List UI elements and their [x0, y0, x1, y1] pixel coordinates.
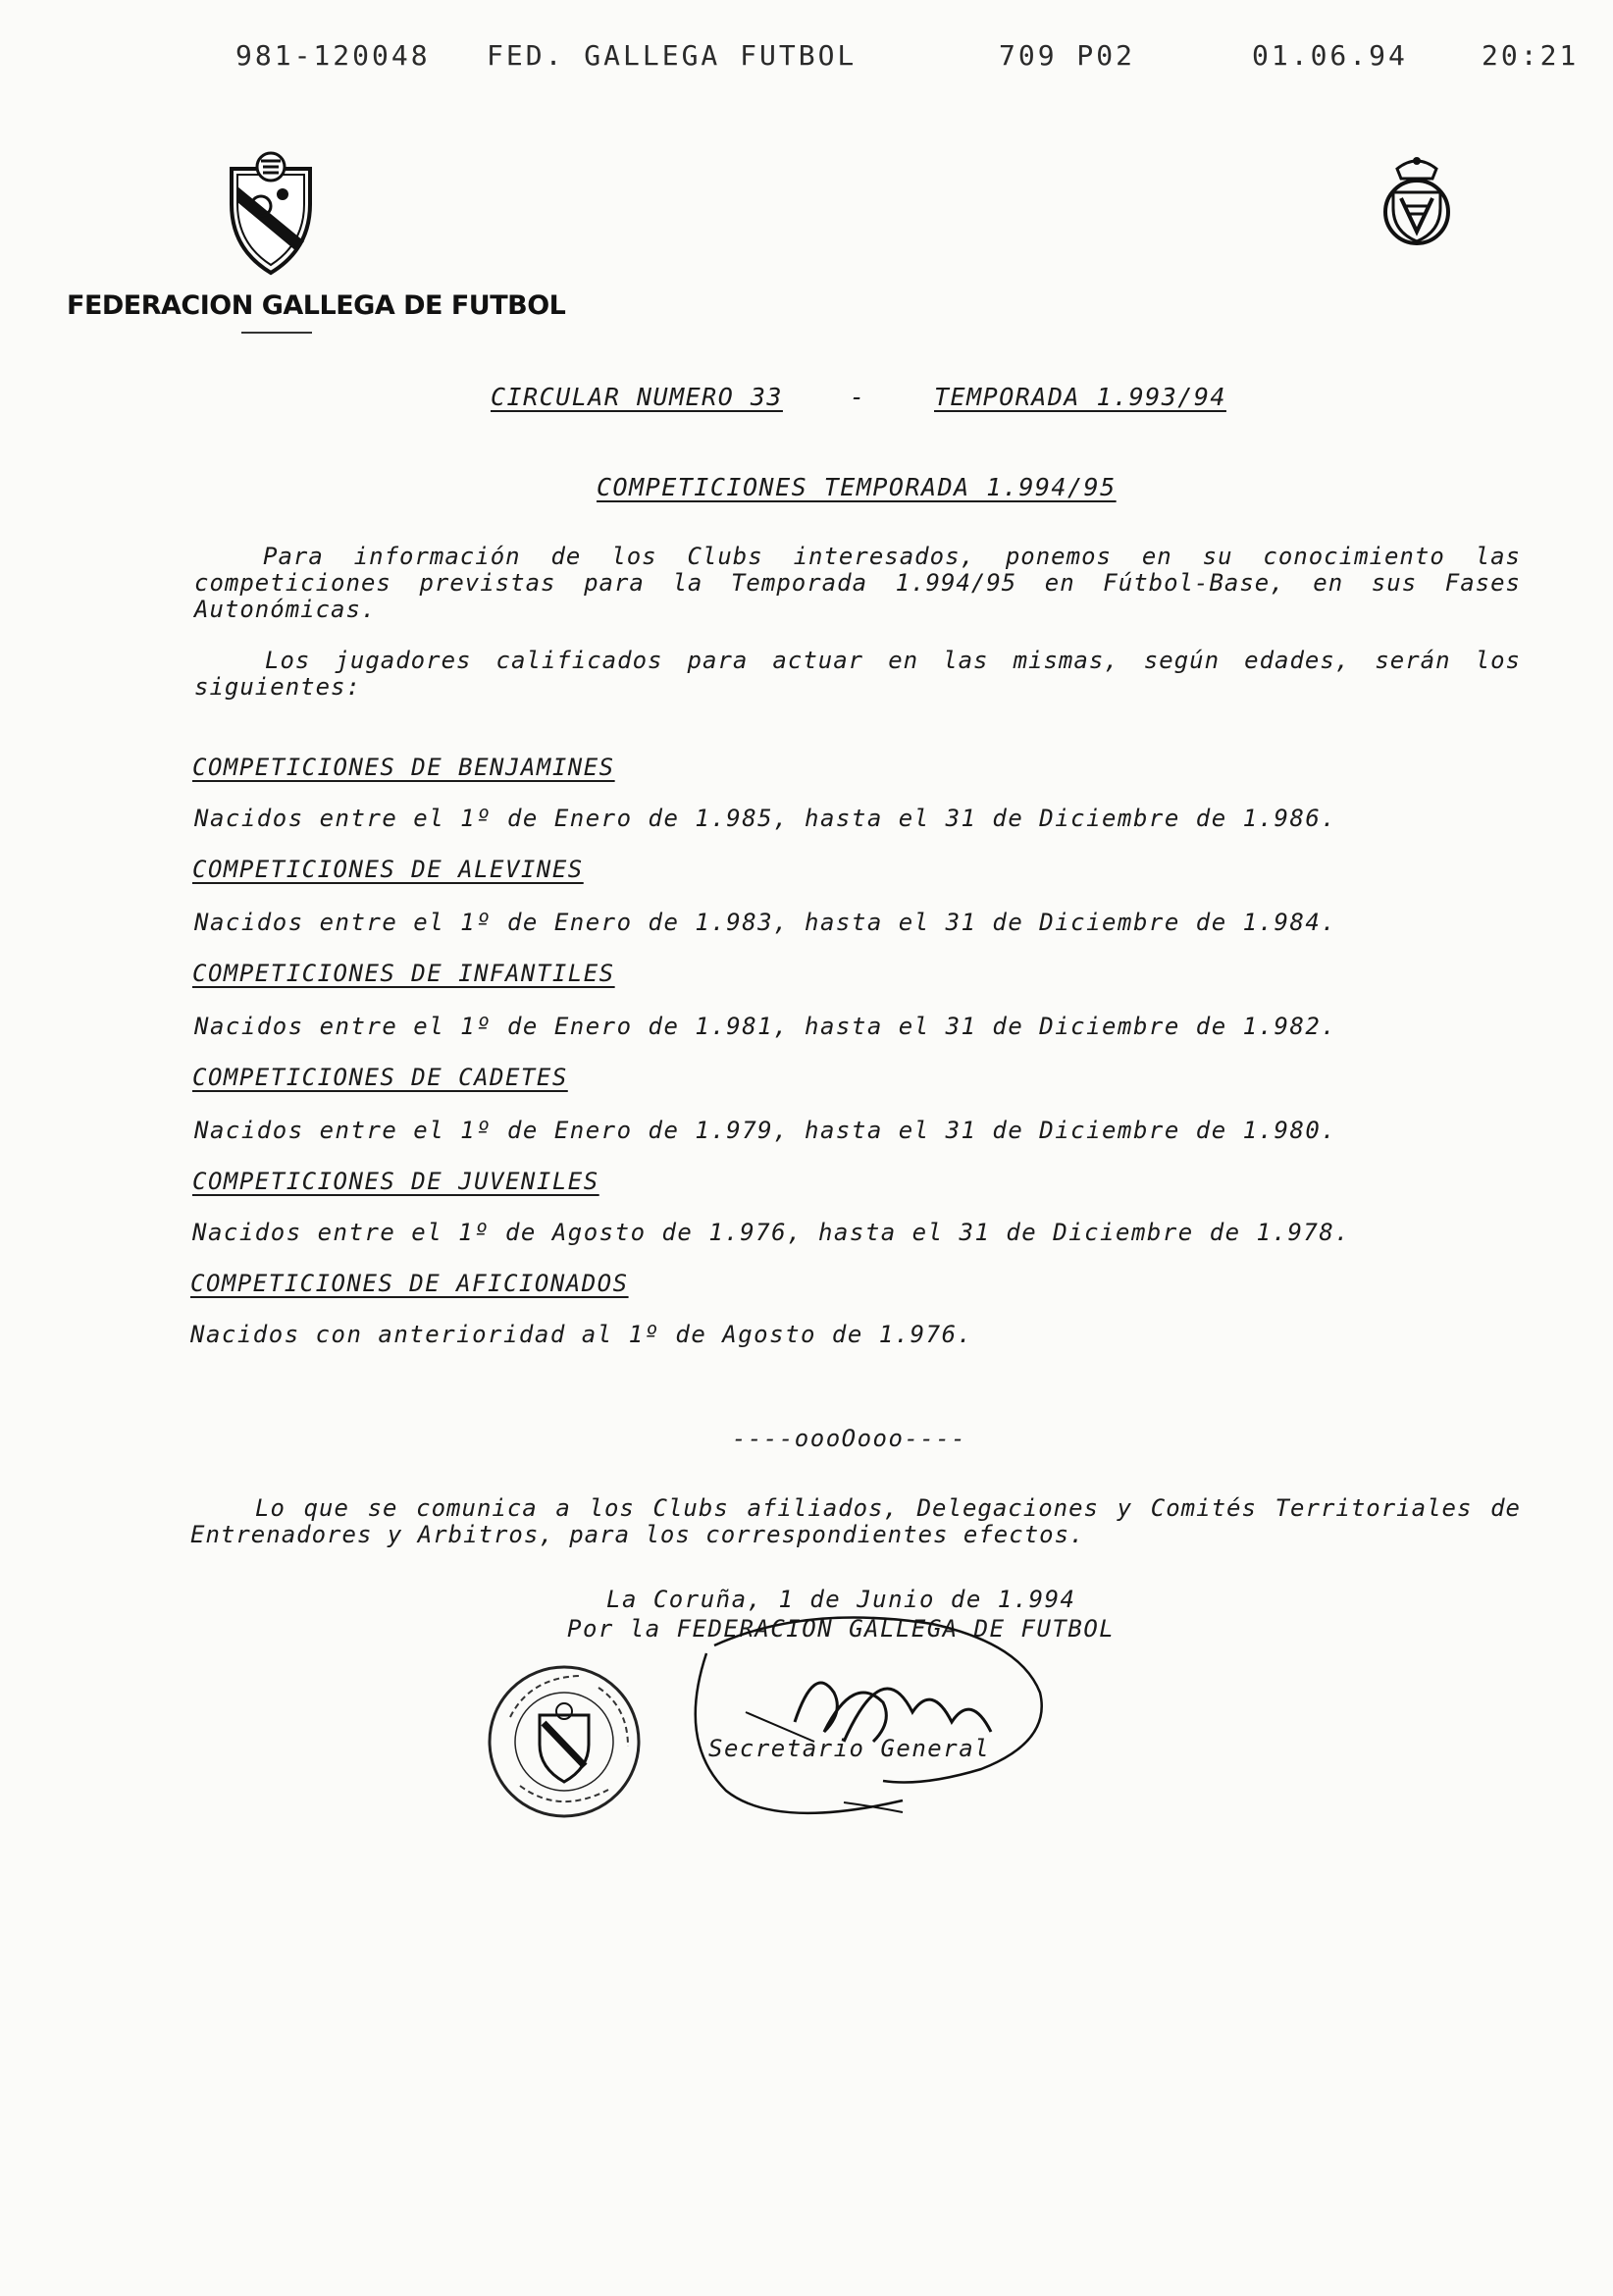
competition-heading: COMPETICIONES DE CADETES [192, 1064, 568, 1091]
section-divider: ----oooOooo---- [732, 1425, 967, 1452]
competition-heading: COMPETICIONES DE JUVENILES [192, 1168, 599, 1195]
competition-heading: COMPETICIONES DE ALEVINES [192, 856, 584, 883]
fax-sender: FED. GALLEGA FUTBOL [487, 39, 858, 72]
circular-season: TEMPORADA 1.993/94 [934, 383, 1226, 411]
circular-number: CIRCULAR NUMERO 33 [491, 383, 783, 411]
competition-heading: COMPETICIONES DE INFANTILES [192, 960, 615, 987]
official-stamp-icon [481, 1658, 648, 1829]
circular-title-separator: - [850, 383, 866, 411]
competition-detail: Nacidos entre el 1º de Enero de 1.981, hasta el 31 de Diciembre de 1.982. [194, 1013, 1337, 1040]
intro-paragraph: Para información de los Clubs interesados, ponemos en su conocimiento las competiciones previstas para la Temporada 1.994/95 en Fútbol-Base, en sus Fases Autonómicas. [194, 543, 1521, 623]
organization-underline [241, 332, 312, 334]
competition-detail: Nacidos entre el 1º de Enero de 1.979, hasta el 31 de Diciembre de 1.980. [194, 1117, 1337, 1144]
handwritten-signature [687, 1594, 1099, 1824]
on-behalf-line: Por la FEDERACION GALLEGA DE FUTBOL [567, 1615, 1116, 1643]
competition-detail: Nacidos entre el 1º de Agosto de 1.976, hasta el 31 de Diciembre de 1.978. [192, 1219, 1351, 1246]
fax-date: 01.06.94 [1252, 39, 1408, 72]
competitions-subtitle: COMPETICIONES TEMPORADA 1.994/95 [597, 473, 1117, 501]
galician-federation-shield-icon [224, 147, 318, 281]
closing-paragraph: Lo que se comunica a los Clubs afiliados, Delegaciones y Comités Territoriales de Entrenadores y Arbitros, para los correspondientes efectos. [190, 1494, 1521, 1548]
fax-number: 981-120048 [235, 39, 431, 72]
signatory-title: Secretario General [708, 1735, 991, 1762]
place-date: La Coruña, 1 de Junio de 1.994 [606, 1586, 1076, 1613]
competition-detail: Nacidos con anterioridad al 1º de Agosto de 1.976. [190, 1321, 973, 1348]
competition-heading: COMPETICIONES DE AFICIONADOS [190, 1270, 629, 1297]
spanish-federation-crest-icon [1376, 155, 1458, 253]
competition-detail: Nacidos entre el 1º de Enero de 1.983, hasta el 31 de Diciembre de 1.984. [194, 909, 1337, 936]
competition-heading: COMPETICIONES DE BENJAMINES [192, 754, 615, 781]
fax-time: 20:21 [1482, 39, 1580, 72]
fax-page: 709 P02 [999, 39, 1136, 72]
players-paragraph: Los jugadores calificados para actuar en las mismas, según edades, serán los siguientes: [194, 647, 1521, 701]
competition-detail: Nacidos entre el 1º de Enero de 1.985, hasta el 31 de Diciembre de 1.986. [194, 805, 1337, 832]
organization-name: FEDERACION GALLEGA DE FUTBOL [67, 290, 566, 321]
